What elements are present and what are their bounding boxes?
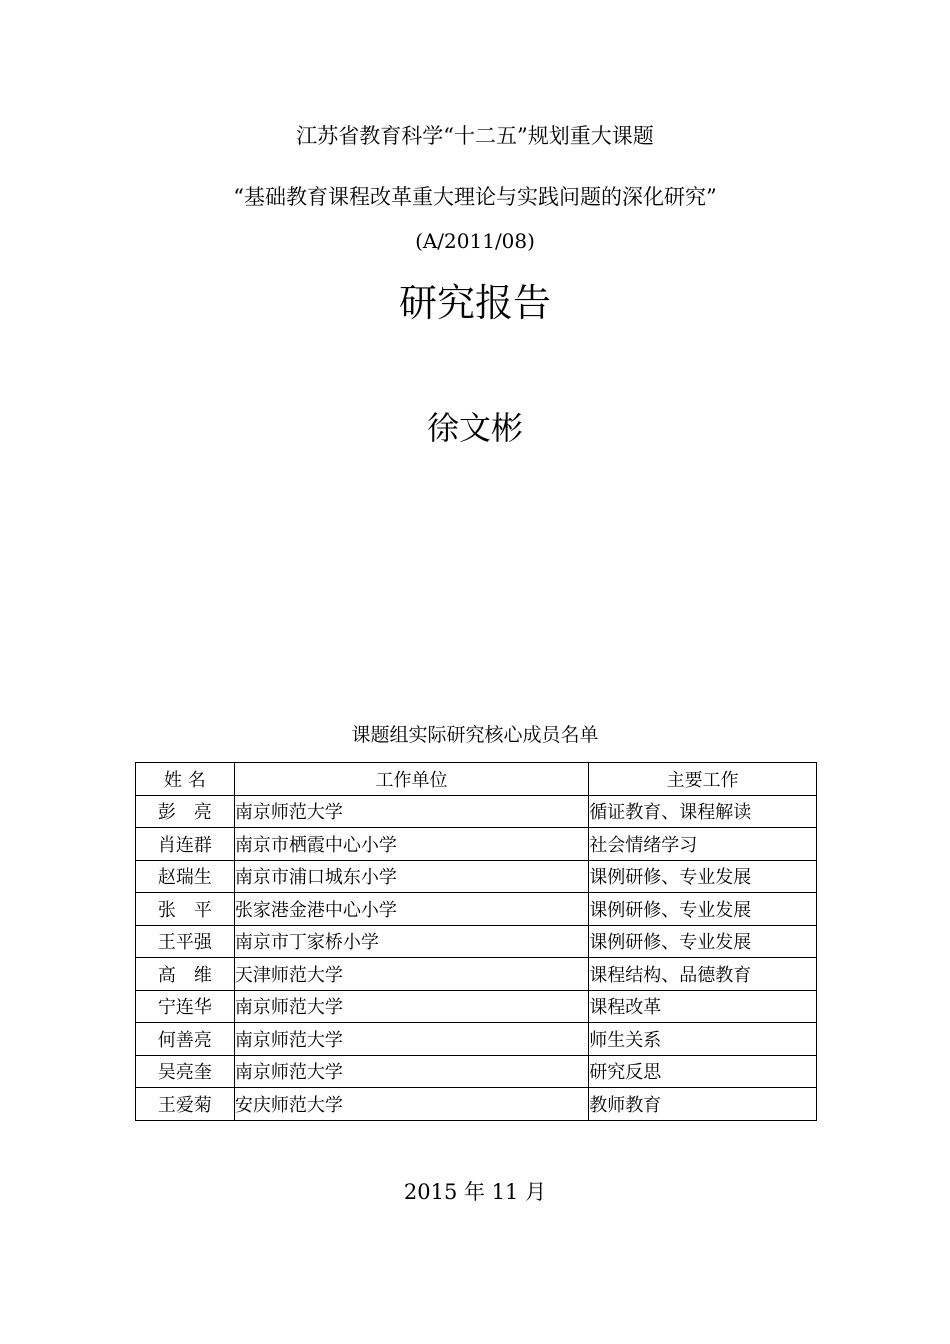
member-work: 课例研修、专业发展 bbox=[589, 925, 817, 958]
member-name: 王爱菊 bbox=[136, 1088, 235, 1121]
project-title: “基础教育课程改革重大理论与实践问题的深化研究” bbox=[233, 185, 717, 209]
column-header-work: 主要工作 bbox=[589, 763, 817, 796]
member-unit: 安庆师范大学 bbox=[234, 1088, 588, 1121]
member-name: 何善亮 bbox=[136, 1023, 235, 1056]
table-caption: 课题组实际研究核心成员名单 bbox=[351, 724, 599, 746]
author-name: 徐文彬 bbox=[426, 409, 523, 447]
table-row bbox=[136, 795, 817, 828]
members-table bbox=[135, 762, 817, 1121]
member-work: 研究反思 bbox=[589, 1055, 817, 1088]
member-unit: 南京师范大学 bbox=[234, 990, 588, 1023]
table-row bbox=[136, 1055, 817, 1088]
member-work: 课例研修、专业发展 bbox=[589, 893, 817, 926]
member-name: 高 维 bbox=[136, 958, 235, 991]
member-work: 循证教育、课程解读 bbox=[589, 795, 817, 828]
table-header-row bbox=[136, 763, 817, 796]
report-date: 2015 年 11 月 bbox=[403, 1180, 547, 1204]
member-name: 张 平 bbox=[136, 893, 235, 926]
member-work: 师生关系 bbox=[589, 1023, 817, 1056]
member-work: 社会情绪学习 bbox=[589, 828, 817, 861]
member-work: 课程结构、品德教育 bbox=[589, 958, 817, 991]
member-name: 宁连华 bbox=[136, 990, 235, 1023]
member-work: 课程改革 bbox=[589, 990, 817, 1023]
report-title: 研究报告 bbox=[398, 281, 551, 325]
table-row bbox=[136, 925, 817, 958]
member-unit: 南京市丁家桥小学 bbox=[234, 925, 588, 958]
member-name: 肖连群 bbox=[136, 828, 235, 861]
member-name: 赵瑞生 bbox=[136, 860, 235, 893]
member-unit: 南京师范大学 bbox=[234, 1023, 588, 1056]
table-row bbox=[136, 893, 817, 926]
member-name: 彭 亮 bbox=[136, 795, 235, 828]
column-header-unit: 工作单位 bbox=[234, 763, 588, 796]
member-work: 课例研修、专业发展 bbox=[589, 860, 817, 893]
column-header-name: 姓 名 bbox=[136, 763, 235, 796]
table-row bbox=[136, 828, 817, 861]
member-unit: 南京师范大学 bbox=[234, 1055, 588, 1088]
member-unit: 南京师范大学 bbox=[234, 795, 588, 828]
table-row bbox=[136, 1088, 817, 1121]
member-name: 王平强 bbox=[136, 925, 235, 958]
member-unit: 天津师范大学 bbox=[234, 958, 588, 991]
member-name: 吴亮奎 bbox=[136, 1055, 235, 1088]
project-code: (A/2011/08) bbox=[415, 229, 535, 253]
table-row bbox=[136, 1023, 817, 1056]
table-row bbox=[136, 990, 817, 1023]
member-unit: 张家港金港中心小学 bbox=[234, 893, 588, 926]
member-work: 教师教育 bbox=[589, 1088, 817, 1121]
program-title: 江苏省教育科学“十二五”规划重大课题 bbox=[296, 124, 654, 148]
table-row bbox=[136, 958, 817, 991]
member-unit: 南京市浦口城东小学 bbox=[234, 860, 588, 893]
table-row bbox=[136, 860, 817, 893]
member-unit: 南京市栖霞中心小学 bbox=[234, 828, 588, 861]
